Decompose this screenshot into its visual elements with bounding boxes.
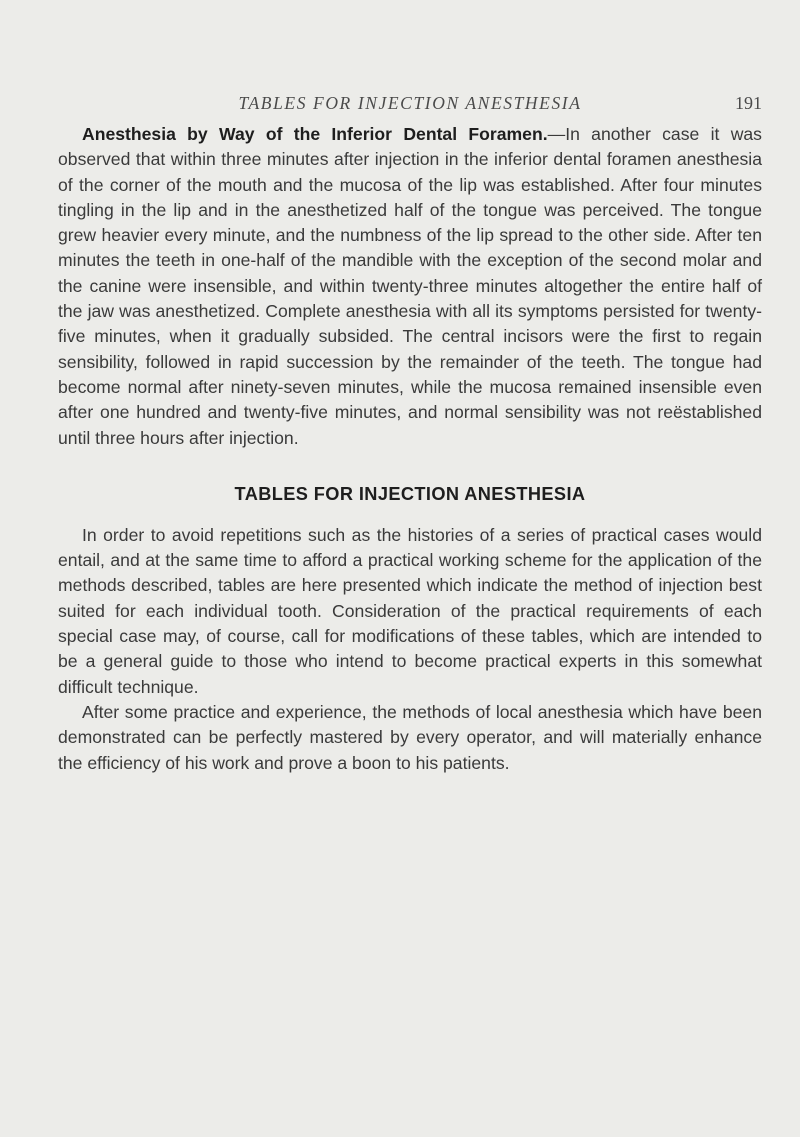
run-in-heading: Anesthesia by Way of the Inferior Dental Foramen.: [82, 124, 548, 144]
paragraph-practice: After some practice and experience, the methods of local anesthesia which have been demonstrated can be perfectly mastered by every operator, and will materially enhance the efficiency of his work and prove a boon to his patients.: [58, 701, 762, 773]
paragraph-inferior-dental-foramen: [58, 122, 762, 451]
section-heading: TABLES FOR INJECTION ANESTHESIA: [234, 483, 586, 504]
page-number: 191: [735, 93, 762, 113]
paragraph-tables-intro: In order to avoid repetitions such as the histories of a series of practical cases would entail, and at the same time to afford a practical working scheme for the application of the methods described, tables are here presented which indicate the method of injection best suited for each individual tooth. Consideration of the practical requirements of each special case may, of course, call for modifications of these tables, which are intended to be a general guide to those who intend to become practical experts in this somewhat difficult technique.: [58, 524, 762, 697]
paragraph-1-text: —In another case it was observed that within three minutes after injection in the inferior dental foramen anesthesia of the corner of the mouth and the mucosa of the lip was established. After four minutes tingling in the lip and in the anesthetized half of the tongue was perceived. The tongue grew heavier every minute, and the numbness of the lip spread to the other side. After ten minutes the teeth in one-half of the mandible with the exception of the second molar and the canine were insensible, and within twenty-three minutes altogether the entire half of the jaw was anesthetized. Complete anesthesia with all its symptoms persisted for twenty-five minutes, when it gradually subsided. The central incisors were the first to regain sensibility, followed in rapid succession by the remainder of the teeth. The tongue had become normal after ninety-seven minutes, while the mucosa remained insensible even after one hundred and twenty-five minutes, and normal sensibility was not reëstablished until three hours after injection.: [58, 124, 762, 448]
running-title: TABLES FOR INJECTION ANESTHESIA: [238, 93, 582, 113]
running-head: [58, 93, 762, 115]
